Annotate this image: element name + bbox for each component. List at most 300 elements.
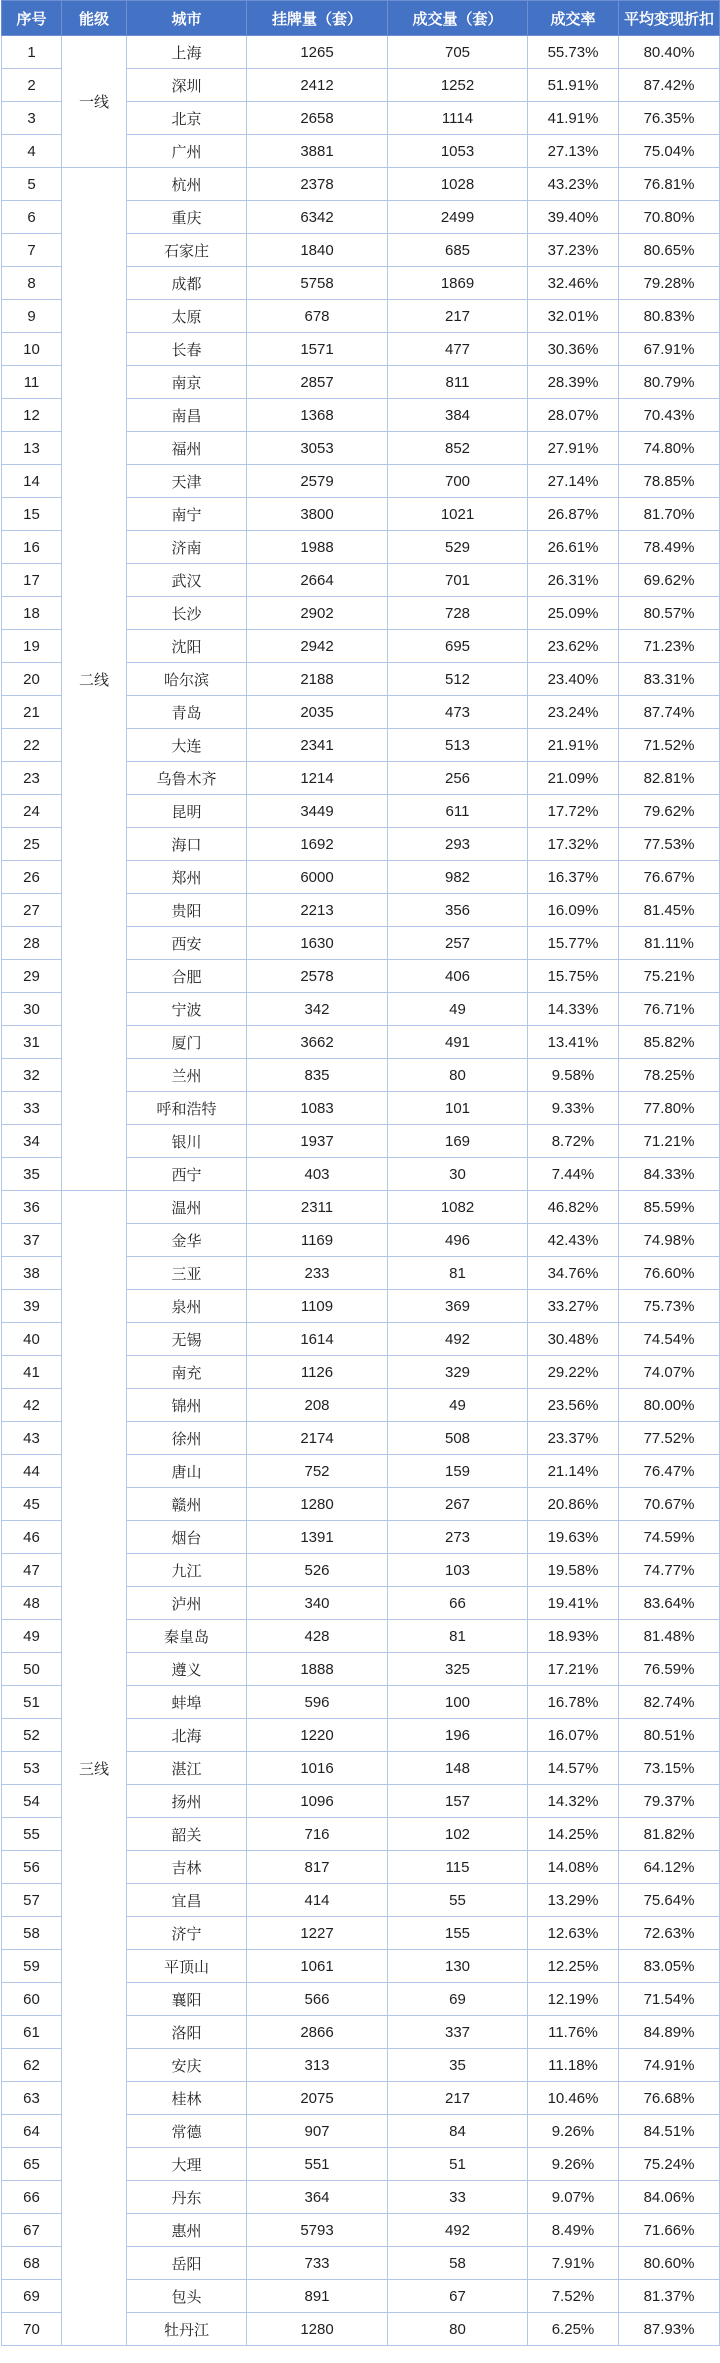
cell-avg-discount: 76.68%: [619, 2082, 720, 2115]
cell-city: 西安: [127, 927, 247, 960]
cell-index: 37: [2, 1224, 62, 1257]
cell-listings: 1126: [247, 1356, 388, 1389]
cell-city: 唐山: [127, 1455, 247, 1488]
cell-transactions: 513: [388, 729, 528, 762]
cell-transaction-rate: 32.46%: [528, 267, 619, 300]
cell-transaction-rate: 13.41%: [528, 1026, 619, 1059]
cell-transaction-rate: 33.27%: [528, 1290, 619, 1323]
cell-transaction-rate: 17.21%: [528, 1653, 619, 1686]
cell-listings: 342: [247, 993, 388, 1026]
cell-transaction-rate: 23.56%: [528, 1389, 619, 1422]
cell-city: 昆明: [127, 795, 247, 828]
cell-city: 济宁: [127, 1917, 247, 1950]
cell-transaction-rate: 34.76%: [528, 1257, 619, 1290]
cell-index: 41: [2, 1356, 62, 1389]
cell-avg-discount: 72.63%: [619, 1917, 720, 1950]
cell-listings: 2188: [247, 663, 388, 696]
cell-avg-discount: 81.45%: [619, 894, 720, 927]
cell-avg-discount: 74.59%: [619, 1521, 720, 1554]
cell-transactions: 80: [388, 2313, 528, 2346]
cell-transaction-rate: 30.48%: [528, 1323, 619, 1356]
cell-city: 遵义: [127, 1653, 247, 1686]
cell-listings: 1614: [247, 1323, 388, 1356]
cell-avg-discount: 74.91%: [619, 2049, 720, 2082]
cell-transactions: 728: [388, 597, 528, 630]
cell-listings: 596: [247, 1686, 388, 1719]
cell-index: 62: [2, 2049, 62, 2082]
cell-transactions: 705: [388, 36, 528, 69]
cell-index: 18: [2, 597, 62, 630]
cell-avg-discount: 84.89%: [619, 2016, 720, 2049]
cell-avg-discount: 80.57%: [619, 597, 720, 630]
cell-city: 南京: [127, 366, 247, 399]
cell-listings: 1083: [247, 1092, 388, 1125]
cell-transactions: 496: [388, 1224, 528, 1257]
cell-city: 呼和浩特: [127, 1092, 247, 1125]
cell-transaction-rate: 7.91%: [528, 2247, 619, 2280]
cell-listings: 2075: [247, 2082, 388, 2115]
cell-listings: 2035: [247, 696, 388, 729]
cell-transactions: 155: [388, 1917, 528, 1950]
cell-index: 42: [2, 1389, 62, 1422]
cell-avg-discount: 79.62%: [619, 795, 720, 828]
table-header: [2, 1, 720, 36]
cell-transaction-rate: 21.09%: [528, 762, 619, 795]
cell-transaction-rate: 9.07%: [528, 2181, 619, 2214]
cell-avg-discount: 84.33%: [619, 1158, 720, 1191]
cell-city: 惠州: [127, 2214, 247, 2247]
cell-transactions: 982: [388, 861, 528, 894]
cell-index: 38: [2, 1257, 62, 1290]
cell-listings: 403: [247, 1158, 388, 1191]
cell-listings: 414: [247, 1884, 388, 1917]
cell-transactions: 148: [388, 1752, 528, 1785]
cell-transactions: 852: [388, 432, 528, 465]
cell-listings: 2857: [247, 366, 388, 399]
cell-listings: 1061: [247, 1950, 388, 1983]
cell-city: 南昌: [127, 399, 247, 432]
cell-city: 扬州: [127, 1785, 247, 1818]
cell-avg-discount: 87.74%: [619, 696, 720, 729]
cell-avg-discount: 71.66%: [619, 2214, 720, 2247]
cell-transactions: 384: [388, 399, 528, 432]
cell-transaction-rate: 12.19%: [528, 1983, 619, 2016]
cell-transactions: 508: [388, 1422, 528, 1455]
cell-index: 27: [2, 894, 62, 927]
cell-avg-discount: 80.40%: [619, 36, 720, 69]
header-transaction-rate: 成交率: [528, 1, 619, 36]
cell-avg-discount: 78.85%: [619, 465, 720, 498]
cell-listings: 551: [247, 2148, 388, 2181]
cell-tier: 三线: [62, 1191, 127, 2346]
cell-city: 锦州: [127, 1389, 247, 1422]
cell-transaction-rate: 20.86%: [528, 1488, 619, 1521]
cell-avg-discount: 70.43%: [619, 399, 720, 432]
cell-transactions: 685: [388, 234, 528, 267]
cell-listings: 891: [247, 2280, 388, 2313]
cell-listings: 1937: [247, 1125, 388, 1158]
cell-index: 1: [2, 36, 62, 69]
cell-listings: 566: [247, 1983, 388, 2016]
cell-city: 宜昌: [127, 1884, 247, 1917]
cell-index: 50: [2, 1653, 62, 1686]
cell-transaction-rate: 46.82%: [528, 1191, 619, 1224]
cell-index: 30: [2, 993, 62, 1026]
cell-city: 武汉: [127, 564, 247, 597]
cell-transaction-rate: 21.91%: [528, 729, 619, 762]
cell-listings: 907: [247, 2115, 388, 2148]
cell-transaction-rate: 15.75%: [528, 960, 619, 993]
cell-transactions: 35: [388, 2049, 528, 2082]
cell-index: 40: [2, 1323, 62, 1356]
cell-city: 大连: [127, 729, 247, 762]
cell-transactions: 406: [388, 960, 528, 993]
cell-index: 65: [2, 2148, 62, 2181]
cell-avg-discount: 80.83%: [619, 300, 720, 333]
cell-transactions: 169: [388, 1125, 528, 1158]
cell-listings: 2579: [247, 465, 388, 498]
cell-transaction-rate: 12.25%: [528, 1950, 619, 1983]
cell-transaction-rate: 21.14%: [528, 1455, 619, 1488]
cell-listings: 2902: [247, 597, 388, 630]
cell-transactions: 101: [388, 1092, 528, 1125]
cell-listings: 2341: [247, 729, 388, 762]
cell-listings: 2658: [247, 102, 388, 135]
cell-transaction-rate: 30.36%: [528, 333, 619, 366]
cell-transaction-rate: 11.76%: [528, 2016, 619, 2049]
header-listings: 挂牌量（套）: [247, 1, 388, 36]
cell-index: 44: [2, 1455, 62, 1488]
cell-transactions: 267: [388, 1488, 528, 1521]
cell-city: 包头: [127, 2280, 247, 2313]
cell-listings: 208: [247, 1389, 388, 1422]
cell-index: 70: [2, 2313, 62, 2346]
cell-transactions: 695: [388, 630, 528, 663]
cell-transactions: 69: [388, 1983, 528, 2016]
cell-city: 长春: [127, 333, 247, 366]
cell-listings: 1096: [247, 1785, 388, 1818]
cell-listings: 428: [247, 1620, 388, 1653]
cell-index: 20: [2, 663, 62, 696]
cell-transactions: 811: [388, 366, 528, 399]
cell-index: 51: [2, 1686, 62, 1719]
cell-transaction-rate: 27.13%: [528, 135, 619, 168]
cell-city: 常德: [127, 2115, 247, 2148]
cell-listings: 5758: [247, 267, 388, 300]
cell-avg-discount: 76.81%: [619, 168, 720, 201]
cell-city: 丹东: [127, 2181, 247, 2214]
cell-city: 襄阳: [127, 1983, 247, 2016]
cell-transactions: 217: [388, 300, 528, 333]
cell-avg-discount: 77.52%: [619, 1422, 720, 1455]
cell-listings: 1630: [247, 927, 388, 960]
cell-transactions: 81: [388, 1620, 528, 1653]
cell-transaction-rate: 19.63%: [528, 1521, 619, 1554]
cell-transactions: 473: [388, 696, 528, 729]
cell-transaction-rate: 16.37%: [528, 861, 619, 894]
cell-avg-discount: 75.24%: [619, 2148, 720, 2181]
cell-transaction-rate: 25.09%: [528, 597, 619, 630]
cell-transactions: 157: [388, 1785, 528, 1818]
cell-transaction-rate: 42.43%: [528, 1224, 619, 1257]
cell-city: 石家庄: [127, 234, 247, 267]
cell-avg-discount: 79.37%: [619, 1785, 720, 1818]
cell-transaction-rate: 16.07%: [528, 1719, 619, 1752]
cell-transactions: 369: [388, 1290, 528, 1323]
cell-avg-discount: 74.54%: [619, 1323, 720, 1356]
cell-listings: 835: [247, 1059, 388, 1092]
cell-avg-discount: 78.25%: [619, 1059, 720, 1092]
cell-index: 34: [2, 1125, 62, 1158]
cell-avg-discount: 76.60%: [619, 1257, 720, 1290]
cell-transactions: 80: [388, 1059, 528, 1092]
cell-transaction-rate: 17.72%: [528, 795, 619, 828]
cell-transactions: 1053: [388, 135, 528, 168]
cell-transactions: 477: [388, 333, 528, 366]
cell-avg-discount: 71.21%: [619, 1125, 720, 1158]
cell-city: 韶关: [127, 1818, 247, 1851]
cell-transaction-rate: 39.40%: [528, 201, 619, 234]
cell-index: 9: [2, 300, 62, 333]
cell-avg-discount: 74.77%: [619, 1554, 720, 1587]
cell-transaction-rate: 29.22%: [528, 1356, 619, 1389]
cell-avg-discount: 69.62%: [619, 564, 720, 597]
cell-transactions: 84: [388, 2115, 528, 2148]
cell-city: 西宁: [127, 1158, 247, 1191]
cell-avg-discount: 70.80%: [619, 201, 720, 234]
cell-index: 5: [2, 168, 62, 201]
cell-listings: 3881: [247, 135, 388, 168]
cell-city: 平顶山: [127, 1950, 247, 1983]
cell-transactions: 100: [388, 1686, 528, 1719]
cell-avg-discount: 71.54%: [619, 1983, 720, 2016]
cell-listings: 6000: [247, 861, 388, 894]
cell-transactions: 273: [388, 1521, 528, 1554]
cell-transactions: 700: [388, 465, 528, 498]
cell-index: 26: [2, 861, 62, 894]
cell-city: 上海: [127, 36, 247, 69]
cell-city: 洛阳: [127, 2016, 247, 2049]
cell-city: 济南: [127, 531, 247, 564]
cell-index: 60: [2, 1983, 62, 2016]
cell-avg-discount: 81.70%: [619, 498, 720, 531]
cell-transactions: 1082: [388, 1191, 528, 1224]
cell-transactions: 257: [388, 927, 528, 960]
cell-listings: 1227: [247, 1917, 388, 1950]
cell-avg-discount: 83.31%: [619, 663, 720, 696]
cell-city: 重庆: [127, 201, 247, 234]
cell-transactions: 529: [388, 531, 528, 564]
table-row: [2, 1191, 720, 1224]
cell-transaction-rate: 23.62%: [528, 630, 619, 663]
cell-transaction-rate: 23.37%: [528, 1422, 619, 1455]
cell-index: 22: [2, 729, 62, 762]
cell-transaction-rate: 9.26%: [528, 2115, 619, 2148]
cell-tier: 二线: [62, 168, 127, 1191]
cell-listings: 2664: [247, 564, 388, 597]
cell-listings: 2311: [247, 1191, 388, 1224]
table-body: [2, 36, 720, 2346]
cell-avg-discount: 76.67%: [619, 861, 720, 894]
cell-avg-discount: 85.59%: [619, 1191, 720, 1224]
cell-listings: 678: [247, 300, 388, 333]
cell-transactions: 49: [388, 1389, 528, 1422]
cell-listings: 1220: [247, 1719, 388, 1752]
cell-listings: 2942: [247, 630, 388, 663]
cell-index: 7: [2, 234, 62, 267]
cell-index: 36: [2, 1191, 62, 1224]
cell-transactions: 130: [388, 1950, 528, 1983]
cell-index: 10: [2, 333, 62, 366]
cell-avg-discount: 75.04%: [619, 135, 720, 168]
cell-avg-discount: 81.11%: [619, 927, 720, 960]
cell-index: 4: [2, 135, 62, 168]
cell-transactions: 217: [388, 2082, 528, 2115]
cell-listings: 1888: [247, 1653, 388, 1686]
cell-transactions: 1028: [388, 168, 528, 201]
cell-transaction-rate: 11.18%: [528, 2049, 619, 2082]
cell-transactions: 55: [388, 1884, 528, 1917]
cell-tier: 一线: [62, 36, 127, 168]
cell-city: 蚌埠: [127, 1686, 247, 1719]
cell-index: 33: [2, 1092, 62, 1125]
cell-transaction-rate: 15.77%: [528, 927, 619, 960]
cell-city: 南充: [127, 1356, 247, 1389]
cell-transaction-rate: 26.87%: [528, 498, 619, 531]
cell-listings: 1214: [247, 762, 388, 795]
cell-avg-discount: 75.73%: [619, 1290, 720, 1323]
cell-listings: 1571: [247, 333, 388, 366]
cell-city: 北京: [127, 102, 247, 135]
cell-transaction-rate: 18.93%: [528, 1620, 619, 1653]
cell-avg-discount: 77.80%: [619, 1092, 720, 1125]
cell-index: 29: [2, 960, 62, 993]
cell-avg-discount: 80.60%: [619, 2247, 720, 2280]
cell-index: 16: [2, 531, 62, 564]
cell-transaction-rate: 41.91%: [528, 102, 619, 135]
cell-transactions: 492: [388, 1323, 528, 1356]
cell-listings: 3053: [247, 432, 388, 465]
cell-transaction-rate: 14.33%: [528, 993, 619, 1026]
city-data-table: [1, 0, 720, 2346]
cell-avg-discount: 76.59%: [619, 1653, 720, 1686]
cell-avg-discount: 79.28%: [619, 267, 720, 300]
cell-city: 福州: [127, 432, 247, 465]
cell-transaction-rate: 8.72%: [528, 1125, 619, 1158]
cell-transactions: 337: [388, 2016, 528, 2049]
cell-transaction-rate: 16.09%: [528, 894, 619, 927]
cell-city: 泸州: [127, 1587, 247, 1620]
cell-transaction-rate: 9.26%: [528, 2148, 619, 2181]
cell-transaction-rate: 28.07%: [528, 399, 619, 432]
cell-transactions: 67: [388, 2280, 528, 2313]
cell-city: 深圳: [127, 69, 247, 102]
cell-transactions: 512: [388, 663, 528, 696]
cell-listings: 6342: [247, 201, 388, 234]
cell-city: 海口: [127, 828, 247, 861]
cell-city: 宁波: [127, 993, 247, 1026]
cell-transactions: 492: [388, 2214, 528, 2247]
cell-transaction-rate: 51.91%: [528, 69, 619, 102]
cell-index: 47: [2, 1554, 62, 1587]
cell-city: 杭州: [127, 168, 247, 201]
cell-index: 2: [2, 69, 62, 102]
cell-transaction-rate: 7.44%: [528, 1158, 619, 1191]
cell-index: 46: [2, 1521, 62, 1554]
cell-transactions: 30: [388, 1158, 528, 1191]
cell-avg-discount: 83.05%: [619, 1950, 720, 1983]
cell-city: 郑州: [127, 861, 247, 894]
cell-avg-discount: 71.23%: [619, 630, 720, 663]
cell-avg-discount: 81.37%: [619, 2280, 720, 2313]
cell-city: 无锡: [127, 1323, 247, 1356]
cell-transactions: 329: [388, 1356, 528, 1389]
cell-transaction-rate: 19.41%: [528, 1587, 619, 1620]
cell-city: 广州: [127, 135, 247, 168]
cell-city: 贵阳: [127, 894, 247, 927]
cell-city: 沈阳: [127, 630, 247, 663]
cell-avg-discount: 75.21%: [619, 960, 720, 993]
cell-transactions: 2499: [388, 201, 528, 234]
cell-avg-discount: 67.91%: [619, 333, 720, 366]
cell-index: 61: [2, 2016, 62, 2049]
cell-avg-discount: 82.74%: [619, 1686, 720, 1719]
cell-transactions: 1021: [388, 498, 528, 531]
cell-index: 25: [2, 828, 62, 861]
cell-city: 太原: [127, 300, 247, 333]
cell-avg-discount: 82.81%: [619, 762, 720, 795]
cell-index: 12: [2, 399, 62, 432]
cell-city: 天津: [127, 465, 247, 498]
cell-listings: 1016: [247, 1752, 388, 1785]
cell-transaction-rate: 27.14%: [528, 465, 619, 498]
cell-listings: 1988: [247, 531, 388, 564]
cell-transactions: 103: [388, 1554, 528, 1587]
cell-listings: 733: [247, 2247, 388, 2280]
header-city: 城市: [127, 1, 247, 36]
cell-avg-discount: 70.67%: [619, 1488, 720, 1521]
cell-city: 桂林: [127, 2082, 247, 2115]
cell-index: 45: [2, 1488, 62, 1521]
cell-listings: 1280: [247, 2313, 388, 2346]
cell-listings: 340: [247, 1587, 388, 1620]
cell-transaction-rate: 13.29%: [528, 1884, 619, 1917]
cell-transaction-rate: 14.08%: [528, 1851, 619, 1884]
cell-index: 69: [2, 2280, 62, 2313]
cell-avg-discount: 77.53%: [619, 828, 720, 861]
cell-listings: 2866: [247, 2016, 388, 2049]
cell-transactions: 159: [388, 1455, 528, 1488]
cell-city: 哈尔滨: [127, 663, 247, 696]
cell-transaction-rate: 6.25%: [528, 2313, 619, 2346]
cell-transactions: 58: [388, 2247, 528, 2280]
cell-city: 九江: [127, 1554, 247, 1587]
cell-transactions: 81: [388, 1257, 528, 1290]
cell-listings: 1692: [247, 828, 388, 861]
cell-city: 北海: [127, 1719, 247, 1752]
cell-avg-discount: 64.12%: [619, 1851, 720, 1884]
cell-avg-discount: 76.47%: [619, 1455, 720, 1488]
cell-listings: 1280: [247, 1488, 388, 1521]
cell-avg-discount: 80.00%: [619, 1389, 720, 1422]
cell-city: 乌鲁木齐: [127, 762, 247, 795]
cell-avg-discount: 78.49%: [619, 531, 720, 564]
header-transactions: 成交量（套）: [388, 1, 528, 36]
header-index: 序号: [2, 1, 62, 36]
cell-transactions: 196: [388, 1719, 528, 1752]
cell-transactions: 66: [388, 1587, 528, 1620]
cell-city: 金华: [127, 1224, 247, 1257]
